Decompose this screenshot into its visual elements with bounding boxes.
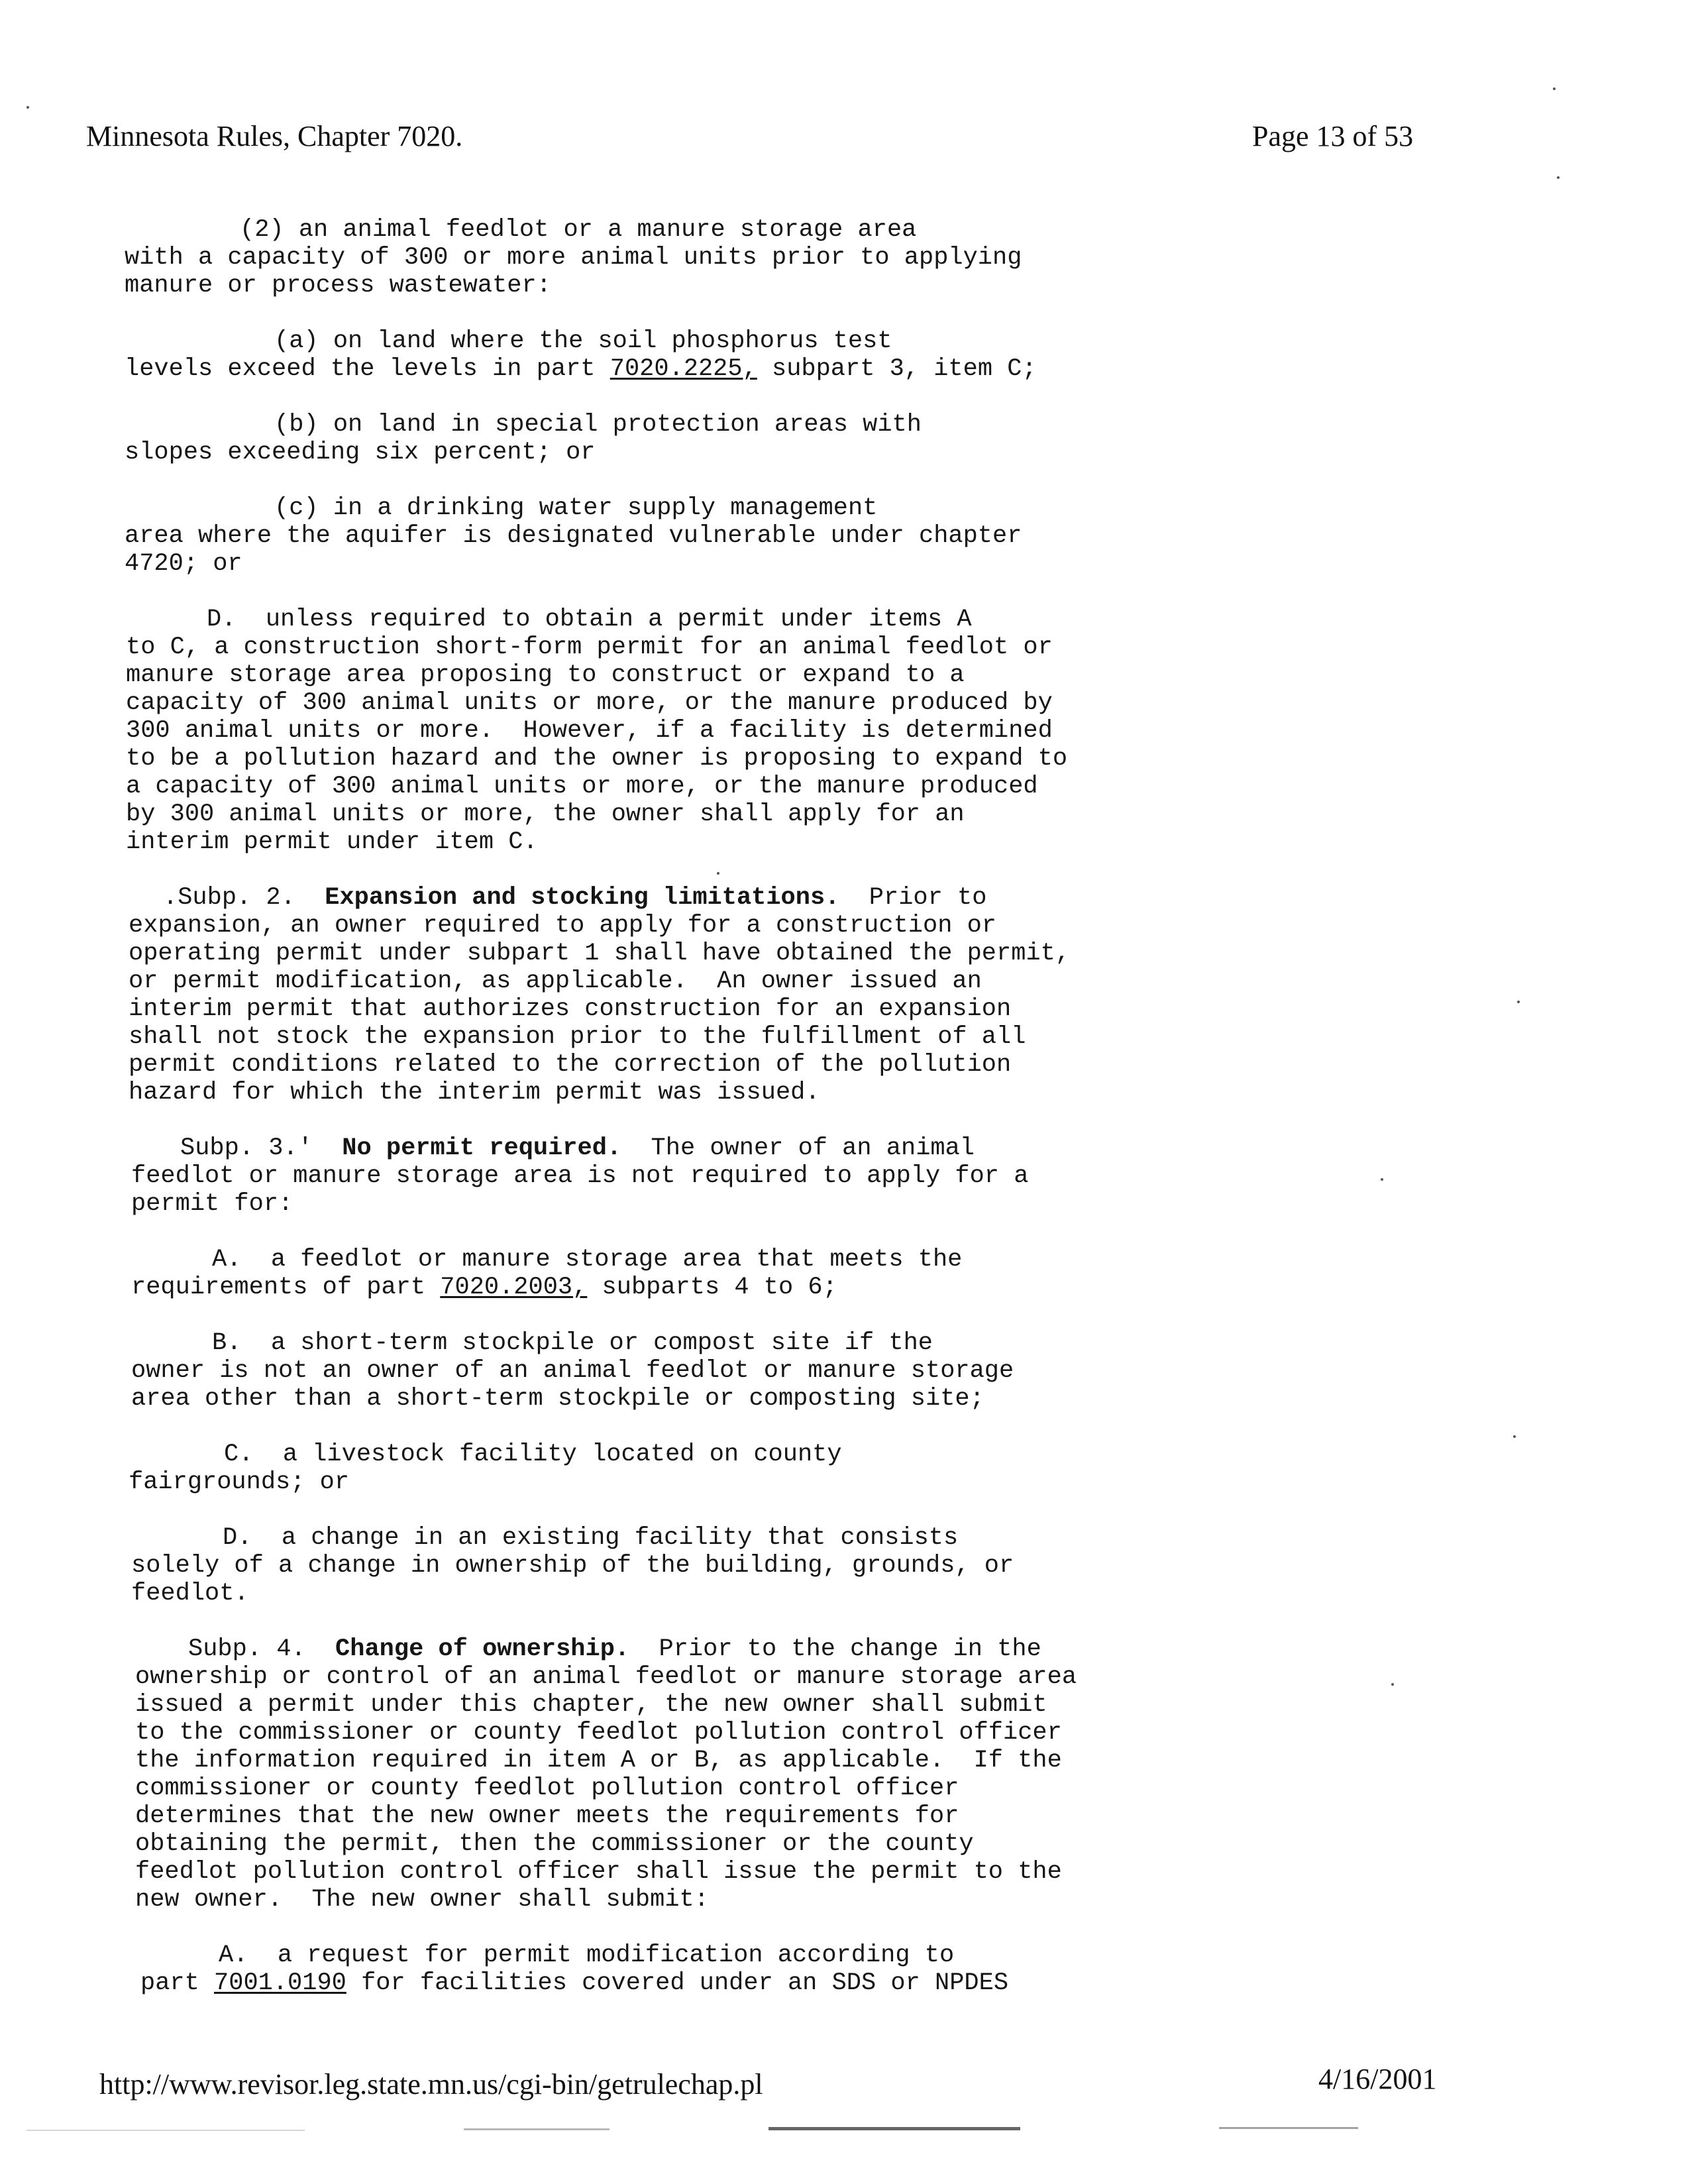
- text-line: area other than a short-term stockpile or composting site;: [131, 1385, 984, 1413]
- text-line: C. a livestock facility located on county: [224, 1441, 842, 1468]
- text-line: slopes exceeding six percent; or: [125, 439, 596, 466]
- footer-print-date: 4/16/2001: [1318, 2063, 1437, 2095]
- text-line: new owner. The new owner shall submit:: [135, 1886, 709, 1914]
- text-line: (2) an animal feedlot or a manure storage area: [240, 216, 917, 244]
- text-line: to be a pollution hazard and the owner is proposing to expand to: [126, 745, 1068, 773]
- text-line: B. a short-term stockpile or compost site if the: [212, 1329, 933, 1357]
- scan-speck: [1391, 1683, 1394, 1686]
- subpart-heading: Expansion and stocking limitations.: [325, 884, 840, 912]
- text-line: operating permit under subpart 1 shall have obtained the permit,: [129, 940, 1071, 967]
- text-line: interim permit that authorizes construction for an expansion: [129, 995, 1012, 1023]
- text-line: a capacity of 300 animal units or more, or the manure produced: [126, 773, 1038, 800]
- text-line: feedlot.: [131, 1580, 249, 1608]
- scan-speck: [26, 106, 29, 109]
- text-line: determines that the new owner meets the requirements for: [135, 1802, 959, 1830]
- text-line: [131, 1274, 837, 1301]
- text-line: permit conditions related to the correction of the pollution: [129, 1051, 1012, 1079]
- scan-speck: [1557, 176, 1560, 179]
- header-page-number: Page 13 of 53: [1252, 120, 1414, 152]
- text-line: issued a permit under this chapter, the new owner shall submit: [135, 1691, 1047, 1719]
- text-fragment: subparts 4 to 6;: [587, 1274, 837, 1301]
- text-line: D. a change in an existing facility that consists: [223, 1524, 959, 1552]
- scan-artifact-bar: [26, 2130, 305, 2131]
- scan-artifact-bar: [768, 2127, 1020, 2130]
- text-line: fairgrounds; or: [129, 1468, 350, 1496]
- text-fragment: .Subp. 2.: [163, 884, 325, 912]
- text-line: with a capacity of 300 or more animal units prior to applying: [125, 244, 1022, 272]
- text-line: or permit modification, as applicable. An owner issued an: [129, 967, 982, 995]
- text-line: owner is not an owner of an animal feedlot or manure storage: [131, 1357, 1014, 1385]
- text-fragment: Prior to: [839, 884, 987, 912]
- text-line: interim permit under item C.: [126, 828, 538, 856]
- subpart-heading: Change of ownership.: [335, 1635, 630, 1663]
- text-line: commissioner or county feedlot pollution control officer: [135, 1774, 959, 1802]
- scan-speck: [1381, 1178, 1383, 1181]
- text-line: by 300 animal units or more, the owner shall apply for an: [126, 800, 965, 828]
- text-fragment: Subp. 4.: [188, 1635, 336, 1663]
- text-line: feedlot or manure storage area is not required to apply for a: [131, 1162, 1029, 1190]
- text-line: obtaining the permit, then the commissioner or the county: [135, 1830, 974, 1858]
- subpart-heading: No permit required.: [342, 1134, 622, 1162]
- text-line: 4720; or: [125, 550, 242, 578]
- text-line: feedlot pollution control officer shall issue the permit to the: [135, 1858, 1062, 1886]
- text-line: (c) in a drinking water supply management: [274, 494, 878, 522]
- text-line: manure storage area proposing to construct or expand to a: [126, 661, 965, 689]
- rule-reference-link-7020-2225[interactable]: 7020.2225,: [610, 355, 757, 383]
- text-line: permit for:: [131, 1190, 293, 1218]
- scan-speck: [1553, 87, 1556, 90]
- text-line: D. unless required to obtain a permit under items A: [207, 606, 972, 633]
- scan-artifact-bar: [1219, 2127, 1358, 2129]
- text-line: (a) on land where the soil phosphorus test: [274, 327, 892, 355]
- scan-speck: [717, 872, 719, 875]
- text-line: A. a feedlot or manure storage area that meets the: [212, 1246, 963, 1274]
- scan-speck: [1517, 1001, 1520, 1003]
- text-line: area where the aquifer is designated vulnerable under chapter: [125, 522, 1022, 550]
- subpart-4-heading-line: [188, 1635, 1041, 1663]
- scan-artifact-bar: [464, 2128, 610, 2130]
- text-line: (b) on land in special protection areas with: [274, 411, 922, 439]
- text-line: the information required in item A or B, as applicable. If the: [135, 1747, 1062, 1774]
- text-fragment: levels exceed the levels in part: [125, 355, 610, 383]
- text-fragment: for facilities covered under an SDS or NPDES: [346, 1969, 1009, 1997]
- subpart-3-heading-line: [180, 1134, 975, 1162]
- text-fragment: requirements of part: [131, 1274, 441, 1301]
- text-fragment: Prior to the change in the: [629, 1635, 1041, 1663]
- text-line: solely of a change in ownership of the building, grounds, or: [131, 1552, 1014, 1580]
- text-fragment: Subp. 3.': [180, 1134, 343, 1162]
- text-line: to C, a construction short-form permit for an animal feedlot or: [126, 633, 1053, 661]
- text-line: 300 animal units or more. However, if a facility is determined: [126, 717, 1053, 745]
- text-line: hazard for which the interim permit was issued.: [129, 1079, 820, 1107]
- text-line: ownership or control of an animal feedlot or manure storage area: [135, 1663, 1077, 1691]
- text-line: shall not stock the expansion prior to the fulfillment of all: [129, 1023, 1026, 1051]
- rule-reference-link-7020-2003[interactable]: 7020.2003,: [440, 1274, 588, 1301]
- scan-speck: [1513, 1435, 1516, 1438]
- text-line: A. a request for permit modification according to: [219, 1941, 955, 1969]
- rule-reference-link-7001-0190[interactable]: 7001.0190: [214, 1969, 346, 1997]
- text-line: [140, 1969, 1008, 1997]
- text-line: expansion, an owner required to apply for a construction or: [129, 912, 997, 940]
- text-fragment: subpart 3, item C;: [757, 355, 1037, 383]
- footer-source-url[interactable]: http://www.revisor.leg.state.mn.us/cgi-bin/getrulechap.pl: [99, 2068, 763, 2101]
- text-line: to the commissioner or county feedlot pollution control officer: [135, 1719, 1062, 1747]
- subpart-2-heading-line: [163, 884, 986, 912]
- text-line: [125, 355, 1037, 383]
- text-line: manure or process wastewater:: [125, 272, 551, 300]
- header-chapter-title: Minnesota Rules, Chapter 7020.: [86, 120, 463, 152]
- text-fragment: The owner of an animal: [621, 1134, 975, 1162]
- text-fragment: part: [140, 1969, 215, 1997]
- text-line: capacity of 300 animal units or more, or the manure produced by: [126, 689, 1053, 717]
